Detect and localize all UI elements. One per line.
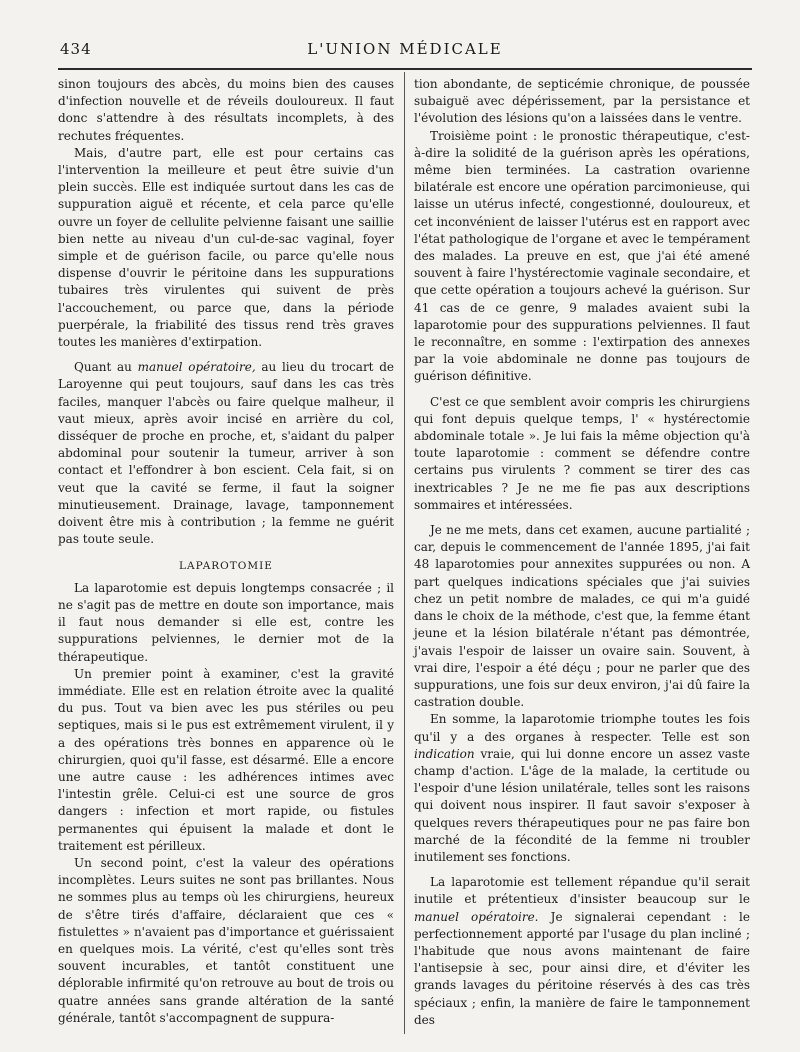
paragraph: tion abondante, de septicémie chronique, de poussée subaiguë avec dépérissement, par la persistance et l'évolution des lésions qu'on a laissées dans le ventre. — [414, 77, 750, 126]
paragraph-text: En somme, la laparotomie triomphe toutes les fois qu'il y a des organes à respecter. Telle est son — [414, 712, 750, 744]
page-header — [60, 40, 750, 62]
paragraph: C'est ce que semblent avoir compris les chirurgiens qui font depuis quelque temps, l' « hystérectomie abdominale totale ». Je lui fais la même objection qu'à toute laparotomie : comment se défendre contre certains pus virulents ? comment se tirer des cas inextricables ? Je ne me fie pas aux descriptions sommaires et intéressées. — [414, 394, 750, 512]
paragraph: La laparotomie est depuis longtemps consacrée ; il ne s'agit pas de mettre en doute son importance, mais il faut nous demander si elle est, contre les suppurations pelviennes, le dernier mot de la thérapeutique. — [58, 580, 394, 664]
paragraph — [58, 359, 394, 548]
paragraph: sinon toujours des abcès, du moins bien des causes d'infection nouvelle et de réveils douloureux. Il faut donc s'attendre à des résultats incomplets, à des rechutes fréquentes. — [58, 77, 394, 143]
paragraph: Un premier point à examiner, c'est la gravité immédiate. Elle est en relation étroite avec la qualité du pus. Tout va bien avec les pus stériles ou peu septiques, mais si le pus est extrêmement virulent, il y a des opérations très bonnes en apparence où le chirurgien, quoi qu'il fasse, est désarmé. Elle a encore une autre cause : les adhérences intimes avec l'intestin grêle. Celui-ci est une source de gros dangers : infection et mort rapide, ou fistules permanentes qui épuisent la malade et dont le traitement est périlleux. — [58, 666, 394, 853]
paragraph-text: vraie, qui lui donne encore un assez vaste champ d'action. L'âge de la malade, la certitude ou l'espoir d'une lésion unilatérale, telles sont les raisons qui doivent nous inspirer. Il faut savoir s'exposer à quelques revers thérapeutiques pour ne pas faire bon marché de la fécondité de la femme ni troubler inutilement ses fonctions. — [414, 746, 750, 864]
header-rule — [58, 68, 752, 70]
paragraph-text: Quant au — [74, 360, 138, 375]
left-column — [58, 76, 394, 1027]
italic-term: indication — [414, 746, 475, 761]
running-title: L'UNION MÉDICALE — [307, 40, 503, 58]
page-number: 434 — [60, 40, 92, 58]
right-column — [414, 76, 750, 1029]
paragraph-text: au lieu du trocart de Laroyenne qui peut toujours, sauf dans les cas très faciles, manquer l'abcès ou faire quelque malheur, il vaut mieux, après avoir incisé en arrière du col, disséquer de proche en proche, et, s'aidant du palper abdominal pour soutenir la tumeur, arriver à son contact et l'effondrer à bon escient. Cela fait, si on veut que la cavité se ferme, il faut la soigner minutieusement. Drainage, lavage, tamponnement doivent être mis à contribution ; la femme ne guérit pas toute seule. — [58, 360, 394, 547]
paragraph-text: Je signalerai cependant : le perfectionnement apporté par l'usage du plan incliné ; l'habitude que nous avons maintenant de faire l'antisepsie à sec, pour ainsi dire, et d'éviter les grands lavages du péritoine réservés à des cas très spéciaux ; enfin, la manière de faire le tamponnement des — [414, 909, 750, 1027]
paragraph: Je ne me mets, dans cet examen, aucune partialité ; car, depuis le commencement de l'année 1895, j'ai fait 48 laparotomies pour annexites suppurées ou non. A part quelques indications spéciales que j'ai suivies chez un petit nombre de malades, ce qui m'a guidé dans le choix de la méthode, c'est que, la femme étant jeune et la lésion bilatérale n'étant pas démontrée, j'avais l'espoir de laisser un ovaire sain. Souvent, à vrai dire, l'espoir a été déçu ; pour ne parler que des suppurations, une fois sur deux environ, j'ai dû faire la castration double. — [414, 523, 750, 710]
paragraph — [414, 874, 750, 1029]
paragraph: Mais, d'autre part, elle est pour certains cas l'intervention la meilleure et peut être suivie d'un plein succès. Elle est indiquée surtout dans les cas de suppuration aiguë et récente, et cela parce qu'elle ouvre un foyer de cellulite pelvienne faisant une saillie bien nette au niveau d'un cul-de-sac vaginal, foyer simple et de guérison facile, ou parce qu'elle nous dispense d'ouvrir le péritoine dans les suppurations tubaires très virulentes qui suivent de près l'accouchement, ou parce que, dans la période puerpérale, la friabilité des tissus rend très graves toutes les manières d'extirpation. — [58, 145, 394, 350]
section-title: LAPAROTOMIE — [179, 560, 273, 573]
italic-term: manuel opératoire, — [137, 360, 256, 375]
paragraph: Un second point, c'est la valeur des opérations incomplètes. Leurs suites ne sont pas brillantes. Nous ne sommes plus au temps où les chirurgiens, heureux de s'être tirés d'affaire, déclaraient que ces « fistulettes » n'avaient pas d'importance et guérissaient en quelques mois. La vérité, c'est qu'elles sont très souvent incurables, et tantôt constituent une déplorable infirmité qu'on retrouve au bout de trois ou quatre années sans grande altération de la santé générale, tantôt s'accompagnent de suppura- — [58, 855, 394, 1025]
paragraph: Troisième point : le pronostic thérapeutique, c'est-à-dire la solidité de la guérison après les opérations, même bien terminées. La castration ovarienne bilatérale est encore une opération parcimonieuse, qui laisse un utérus infecté, congestionné, douloureux, et cet inconvénient de laisser l'utérus est en rapport avec l'état pathologique de l'organe et avec le tempérament des malades. La preuve en est, que j'ai été amené souvent à faire l'hystérectomie vaginale secondaire, et que cette opération a toujours achevé la guérison. Sur 41 cas de ce genre, 9 malades avaient subi la laparotomie pour des suppurations pelviennes. Il faut le reconnaître, en somme : l'extirpation des annexes par la voie abdominale ne donne pas toujours de guérison définitive. — [414, 128, 750, 384]
italic-term: manuel opératoire. — [414, 909, 539, 924]
paragraph — [414, 711, 750, 866]
column-divider — [404, 72, 405, 1034]
paragraph-text: La laparotomie est tellement répandue qu'il serait inutile et prétentieux d'insister beaucoup sur le — [414, 875, 750, 907]
